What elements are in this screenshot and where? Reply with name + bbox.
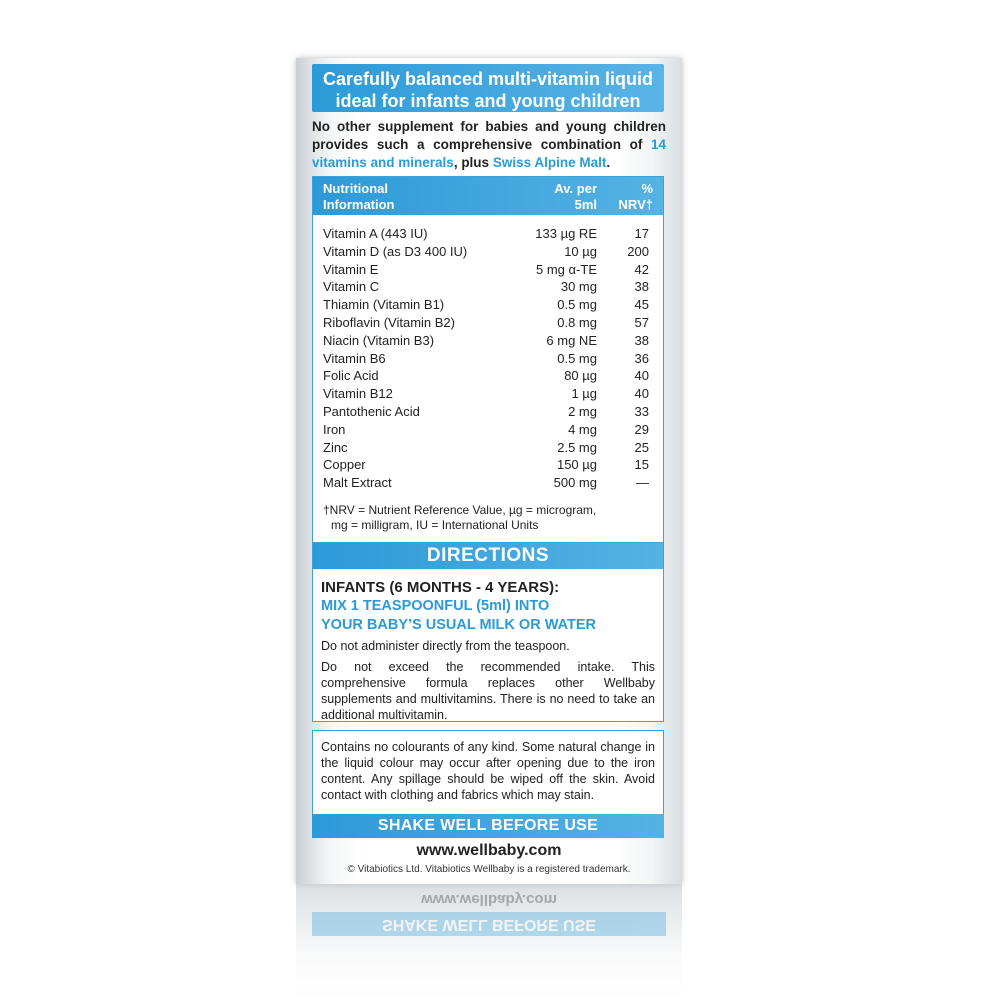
nutrient-name: Folic Acid	[323, 368, 379, 384]
header-col1-line1: Nutritional	[323, 181, 388, 196]
nutrition-row	[313, 474, 663, 492]
floor-reflection	[296, 884, 682, 1000]
nutrient-amount: 10 µg	[564, 243, 597, 259]
directions-subtitle: INFANTS (6 MONTHS - 4 YEARS):	[321, 579, 560, 596]
nutrition-rows	[313, 225, 663, 492]
headline-line-2: ideal for infants and young children	[335, 91, 641, 111]
directions-dosage	[321, 597, 651, 635]
nutrition-row	[313, 421, 663, 439]
nutrient-nrv: 33	[634, 403, 649, 419]
nutrition-row	[313, 261, 663, 279]
product-box-back-panel	[296, 58, 682, 884]
nutrition-row	[313, 385, 663, 403]
intro-text: No other supplement for babies and young children provides such a comprehensive combination of	[312, 119, 666, 152]
nutrient-nrv: 25	[634, 439, 649, 455]
nutrient-amount: 500 mg	[553, 475, 597, 491]
nutrient-nrv: 40	[634, 368, 649, 384]
nutrient-name: Vitamin C	[323, 279, 380, 295]
nutrient-name: Vitamin B12	[323, 386, 393, 402]
directions-panel	[312, 542, 664, 722]
nutrition-row	[313, 403, 663, 421]
nutrition-row	[313, 350, 663, 368]
website-url: www.wellbaby.com	[416, 842, 562, 859]
nutrition-row	[313, 367, 663, 385]
header-col3-line1: %	[641, 181, 653, 196]
nutrient-amount: 150 µg	[556, 457, 597, 473]
nutrient-name: Vitamin E	[323, 261, 379, 277]
nutrient-nrv: 15	[634, 457, 649, 473]
nutrient-name: Riboflavin (Vitamin B2)	[323, 314, 455, 330]
nutrient-name: Zinc	[323, 439, 348, 455]
nutrient-nrv: 38	[634, 332, 649, 348]
nutrient-nrv: 29	[634, 421, 649, 437]
nutrient-nrv: 200	[627, 243, 649, 259]
intro-highlight-vitamins: 14 vitamins and minerals	[312, 137, 666, 170]
nutrient-name: Vitamin B6	[323, 350, 386, 366]
nrv-footnote	[323, 503, 655, 533]
reflection-shake-banner: SHAKE WELL BEFORE USE	[312, 912, 666, 936]
nutrient-amount: 0.5 mg	[557, 297, 597, 313]
nutrition-row	[313, 296, 663, 314]
reflection-mirror	[296, 884, 682, 1000]
nutrient-amount: 30 mg	[560, 279, 597, 295]
trademark-notice: © Vitabiotics Ltd. Vitabiotics Wellbaby is a registered trademark.	[347, 864, 631, 875]
nutrition-table	[312, 176, 664, 552]
dosage-line-2: YOUR BABY’S USUAL MILK OR WATER	[321, 617, 596, 633]
nutrient-nrv: 36	[634, 350, 649, 366]
nutrient-amount: 133 µg RE	[535, 226, 597, 241]
intro-highlight-malt: Swiss Alpine Malt	[492, 155, 607, 170]
nutrient-nrv: 40	[634, 386, 649, 402]
nutrient-name: Vitamin D (as D3 400 IU)	[323, 243, 468, 259]
headline-line-1: Carefully balanced multi-vitamin liquid	[322, 69, 654, 89]
nutrient-nrv: 57	[634, 314, 649, 330]
intro-text-end: .	[606, 155, 611, 170]
nutrient-name: Vitamin A (443 IU)	[323, 226, 428, 241]
intro-text-middle: , plus	[453, 155, 493, 170]
header-nutritional-information	[323, 181, 443, 213]
nutrient-nrv: 17	[634, 226, 649, 241]
intro-paragraph	[312, 118, 666, 172]
nutrition-row	[313, 439, 663, 457]
nutrient-name: Niacin (Vitamin B3)	[323, 332, 435, 348]
nutrient-amount: 2.5 mg	[557, 439, 597, 455]
footnote-line-1: †NRV = Nutrient Reference Value, µg = microgram,	[323, 503, 597, 517]
nutrition-row	[313, 278, 663, 296]
nutrient-amount: 0.5 mg	[557, 350, 597, 366]
nutrient-amount: 5 mg α-TE	[536, 261, 597, 277]
nutrition-row	[313, 456, 663, 474]
nutrient-amount: 6 mg NE	[546, 332, 597, 348]
nutrient-nrv: 38	[634, 279, 649, 295]
nutrient-name: Thiamin (Vitamin B1)	[323, 297, 445, 313]
nutrient-amount: 80 µg	[564, 368, 597, 384]
header-col3-line2: NRV†	[618, 197, 653, 212]
header-percent-nrv	[607, 181, 653, 213]
directions-note-teaspoon: Do not administer directly from the teaspoon.	[321, 639, 570, 653]
reflection-website: www.wellbaby.com	[421, 891, 557, 908]
directions-note-intake: Do not exceed the recommended intake. This comprehensive formula replaces other Wellbaby supplements and multivitamins. There is no need to take an additional multivitamin.	[321, 660, 655, 722]
header-average-per-5ml	[509, 181, 597, 213]
shake-well-banner: SHAKE WELL BEFORE USE	[312, 814, 664, 838]
nutrient-nrv: 45	[634, 297, 649, 313]
contains-text: Contains no colourants of any kind. Some natural change in the liquid colour may occur after opening due to the iron content. Any spillage should be wiped off the skin. Avoid contact with clothing and fabrics which may stain.	[321, 740, 655, 802]
nutrient-nrv: —	[636, 475, 649, 491]
headline-banner	[312, 64, 664, 112]
header-col2-line2: 5ml	[574, 197, 597, 212]
nutrient-nrv: 42	[634, 261, 649, 277]
nutrition-row	[313, 225, 663, 243]
nutrient-amount: 4 mg	[568, 421, 597, 437]
dosage-line-1: MIX 1 TEASPOONFUL (5ml) INTO	[321, 598, 550, 614]
nutrient-amount: 0.8 mg	[557, 314, 597, 330]
nutrition-table-header	[313, 177, 663, 215]
nutrient-name: Pantothenic Acid	[323, 403, 420, 419]
nutrition-row	[313, 332, 663, 350]
nutrient-name: Copper	[323, 457, 366, 473]
nutrition-row	[313, 314, 663, 332]
header-col2-line1: Av. per	[554, 181, 597, 196]
nutrient-amount: 1 µg	[571, 386, 597, 402]
footnote-line-2: mg = milligram, IU = International Units	[331, 518, 539, 532]
nutrient-name: Iron	[323, 421, 346, 437]
directions-title: DIRECTIONS	[313, 543, 663, 569]
nutrient-name: Malt Extract	[323, 475, 392, 491]
header-col1-line2: Information	[323, 197, 395, 212]
nutrient-amount: 2 mg	[568, 403, 597, 419]
nutrition-row	[313, 243, 663, 261]
